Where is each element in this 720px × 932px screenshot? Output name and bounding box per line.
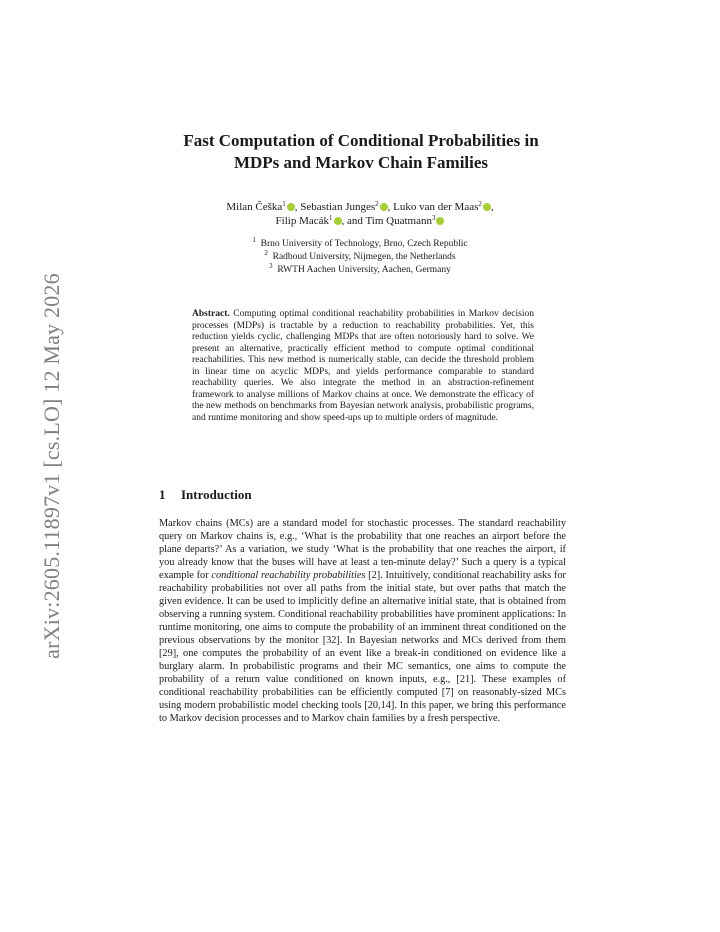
intro-text-end: [2]. Intuitively, conditional reachability asks for reachability probabilities not over all paths from the initial state, but over paths that match the given evidence. It can be used to implicitly define an alternative initial state, that is obtained from observing a running system. Conditional reachability probabilities have prominent applications: In runtime monitoring, one aims to compute the probability of an imminent threat conditioned on the previous observations by the monitor [32]. In Bayesian networks and MCs derived from them [29], one computes the probability of an event like a break-in conditioned on evidence like a burglary alarm. In probabilistic programs and their MC semantics, one aims to compute the probability of a return value conditioned on known inputs, e.g., [21]. These examples of conditional reachability probabilities can be efficiently computed [7] on reasonably-sized MCs using modern probabilistic model checking tools [20,14]. In this paper, we bring this performance to Markov decision processes and to Markov chain families by a fresh perspective. xyxy=(159,570,566,724)
author-quatmann xyxy=(365,215,444,227)
affiliation-mark: 2 xyxy=(478,200,482,208)
author-name: Milan Češka xyxy=(226,201,283,213)
affiliation-text: RWTH Aachen University, Aachen, Germany xyxy=(277,265,451,275)
separator: , xyxy=(294,201,298,213)
author-name: Luko van der Maas xyxy=(393,201,479,213)
orcid-icon[interactable] xyxy=(334,217,342,225)
author-van-der-maas xyxy=(393,201,491,213)
affiliation-mark: 2 xyxy=(375,200,379,208)
affiliation-number: 3 xyxy=(269,262,273,270)
title-line-1: Fast Computation of Conditional Probabilities in xyxy=(183,131,539,150)
author-junges xyxy=(300,201,387,213)
orcid-icon[interactable] xyxy=(287,203,295,211)
author-name: Tim Quatmann xyxy=(365,215,432,227)
affiliation-number: 1 xyxy=(252,236,256,244)
separator: , xyxy=(490,201,494,213)
section-title: Introduction xyxy=(181,487,252,502)
author-name: Sebastian Junges xyxy=(300,201,376,213)
author-macak xyxy=(276,215,342,227)
paper-title xyxy=(140,130,582,174)
intro-italic-term: conditional reachability probabilities xyxy=(211,570,366,581)
title-line-2: MDPs and Markov Chain Families xyxy=(233,153,489,172)
abstract xyxy=(192,309,534,424)
abstract-label: Abstract. xyxy=(192,309,230,319)
orcid-icon[interactable] xyxy=(483,203,491,211)
author-ceska xyxy=(226,201,294,213)
orcid-icon[interactable] xyxy=(436,217,444,225)
author-list xyxy=(160,200,560,228)
abstract-text: Computing optimal conditional reachability probabilities in Markov decision processes (MDPs) is tractable by a reduction to reachability probabilities. Yet, this reduction yields cyclic, challenging MDPs that are often notoriously hard to solve. We present an alternative, practically efficient method to compute optimal conditional reachabilities. This new method is numerically stable, can decide the threshold problem in linear time on acyclic MDPs, and yields performance comparable to standard reachability queries. We also integrate the method in an abstraction-refinement framework to analyse millions of Markov chains at once. We demonstrate the efficacy of the new methods on benchmarks from Bayesian network analysis, probabilistic programs, and runtime monitoring and show speed-ups up to multiple orders of magnitude. xyxy=(192,309,535,423)
affiliation-number: 2 xyxy=(264,249,268,257)
affiliation-mark: 1 xyxy=(282,200,286,208)
intro-paragraph xyxy=(159,517,566,725)
affiliation-list xyxy=(160,238,560,277)
affiliation-2 xyxy=(160,251,560,264)
section-heading xyxy=(159,487,252,503)
section-number: 1 xyxy=(159,487,166,502)
affiliation-text: Brno University of Technology, Brno, Czech Republic xyxy=(260,239,468,249)
separator: , and xyxy=(341,215,363,227)
author-line-2 xyxy=(160,214,560,228)
author-name: Filip Macák xyxy=(275,215,329,227)
affiliation-text: Radboud University, Nijmegen, the Netherlands xyxy=(272,252,456,262)
orcid-icon[interactable] xyxy=(380,203,388,211)
affiliation-3 xyxy=(160,264,560,277)
intro-text-start: Markov chains (MCs) are a standard model for stochastic processes. The standard reachability query on Markov chains is, e.g., ‘What is the probability that one reaches an airport before the plane departs?’ As a variation, we study ‘What is the probability that one reaches the airport, if you already know that the buses will have at least a ten-minute delay?’ Such a query is a typical example for xyxy=(159,518,566,581)
separator: , xyxy=(387,201,391,213)
arxiv-identifier: arXiv:2605.11897v1 [cs.LO] 12 May 2026 xyxy=(39,273,64,659)
author-line-1 xyxy=(160,200,560,214)
affiliation-mark: 3 xyxy=(431,214,436,222)
affiliation-1 xyxy=(160,238,560,251)
affiliation-mark: 1 xyxy=(329,214,333,222)
